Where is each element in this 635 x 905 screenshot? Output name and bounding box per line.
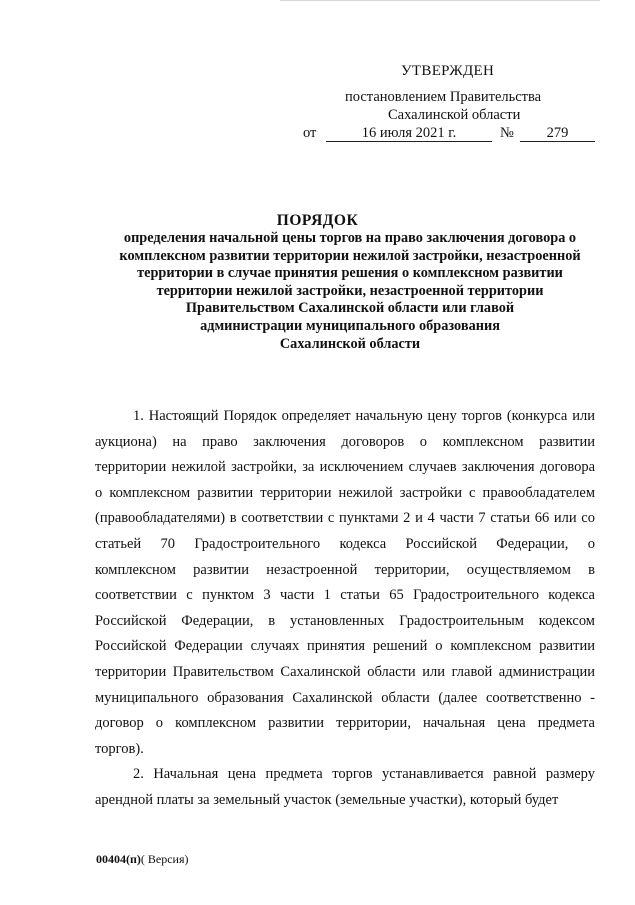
body-line: аукциона) на право заключения договоров о комплексном развитии (95, 433, 595, 450)
body-line: (правообладателями) в соответствии с пунктами 2 и 4 части 7 статьи 66 или со (95, 510, 595, 527)
subtitle-line: территории в случае принятия решения о комплексном развитии (137, 265, 563, 282)
body-line: Российской Федерации, в установленных Градостроительным кодексом (95, 612, 595, 629)
body-line: соответствии с пунктом 3 части 1 статьи 65 Градостроительного кодекса (95, 587, 595, 604)
footer-doc-code (96, 852, 189, 867)
approval-line-1: постановлением Правительства (345, 89, 542, 105)
approval-date: 16 июля 2021 г. (326, 124, 492, 142)
body-line: торгов). (95, 740, 144, 757)
subtitle-line: комплексном развитии территории нежилой застройки, незастроенной (119, 247, 581, 264)
footer-version: ( Версия) (140, 852, 189, 866)
body-line: договор о комплексном развитии территории, начальная цена предмета (95, 715, 595, 732)
approval-line-2: Сахалинской области (388, 107, 521, 123)
body-line: комплексном развитии незастроенной территории, осуществляемом в (95, 561, 595, 578)
document-body (95, 404, 595, 814)
body-line: территории нежилой застройки, за исключением случаев заключения договора (95, 459, 595, 476)
subtitle-line: определения начальной цены торгов на право заключения договора о (123, 230, 577, 246)
number-label: № (500, 125, 514, 141)
from-label: от (303, 125, 317, 141)
paragraph-2 (95, 762, 595, 813)
document-subtitle (100, 230, 600, 353)
subtitle-line: Сахалинской области (279, 335, 421, 352)
body-line: муниципального образования Сахалинской области (далее соответственно - (95, 689, 595, 706)
approval-number: 279 (520, 124, 595, 142)
body-line: статьей 70 Градостроительного кодекса Российской Федерации, о (95, 535, 595, 552)
paragraph-1 (95, 404, 595, 762)
document-title: ПОРЯДОК (276, 212, 359, 229)
subtitle-line: Правительством Сахалинской области или главой (185, 300, 515, 317)
footer-code: 00404(п) (96, 852, 141, 866)
subtitle-line: администрации муниципального образования (200, 317, 500, 334)
subtitle-line: территории нежилой застройки, незастроенной территории (156, 282, 544, 299)
body-line: Российской Федерации случаях принятия решений о комплексном развитии (95, 638, 595, 655)
body-line: территории Правительством Сахалинской области или главой администрации (95, 663, 595, 680)
approval-title: УТВЕРЖДЕН (401, 63, 495, 79)
body-line: о комплексном развитии территории нежилой застройки с правообладателем (95, 484, 595, 501)
scan-edge-line (280, 0, 600, 1)
approval-date-row (300, 124, 600, 144)
body-line: 1. Настоящий Порядок определяет начальную цену торгов (конкурса или (133, 408, 595, 424)
body-line: 2. Начальная цена предмета торгов устанавливается равной размеру (133, 766, 595, 783)
body-line: арендной платы за земельный участок (земельные участки), который будет (95, 791, 559, 808)
